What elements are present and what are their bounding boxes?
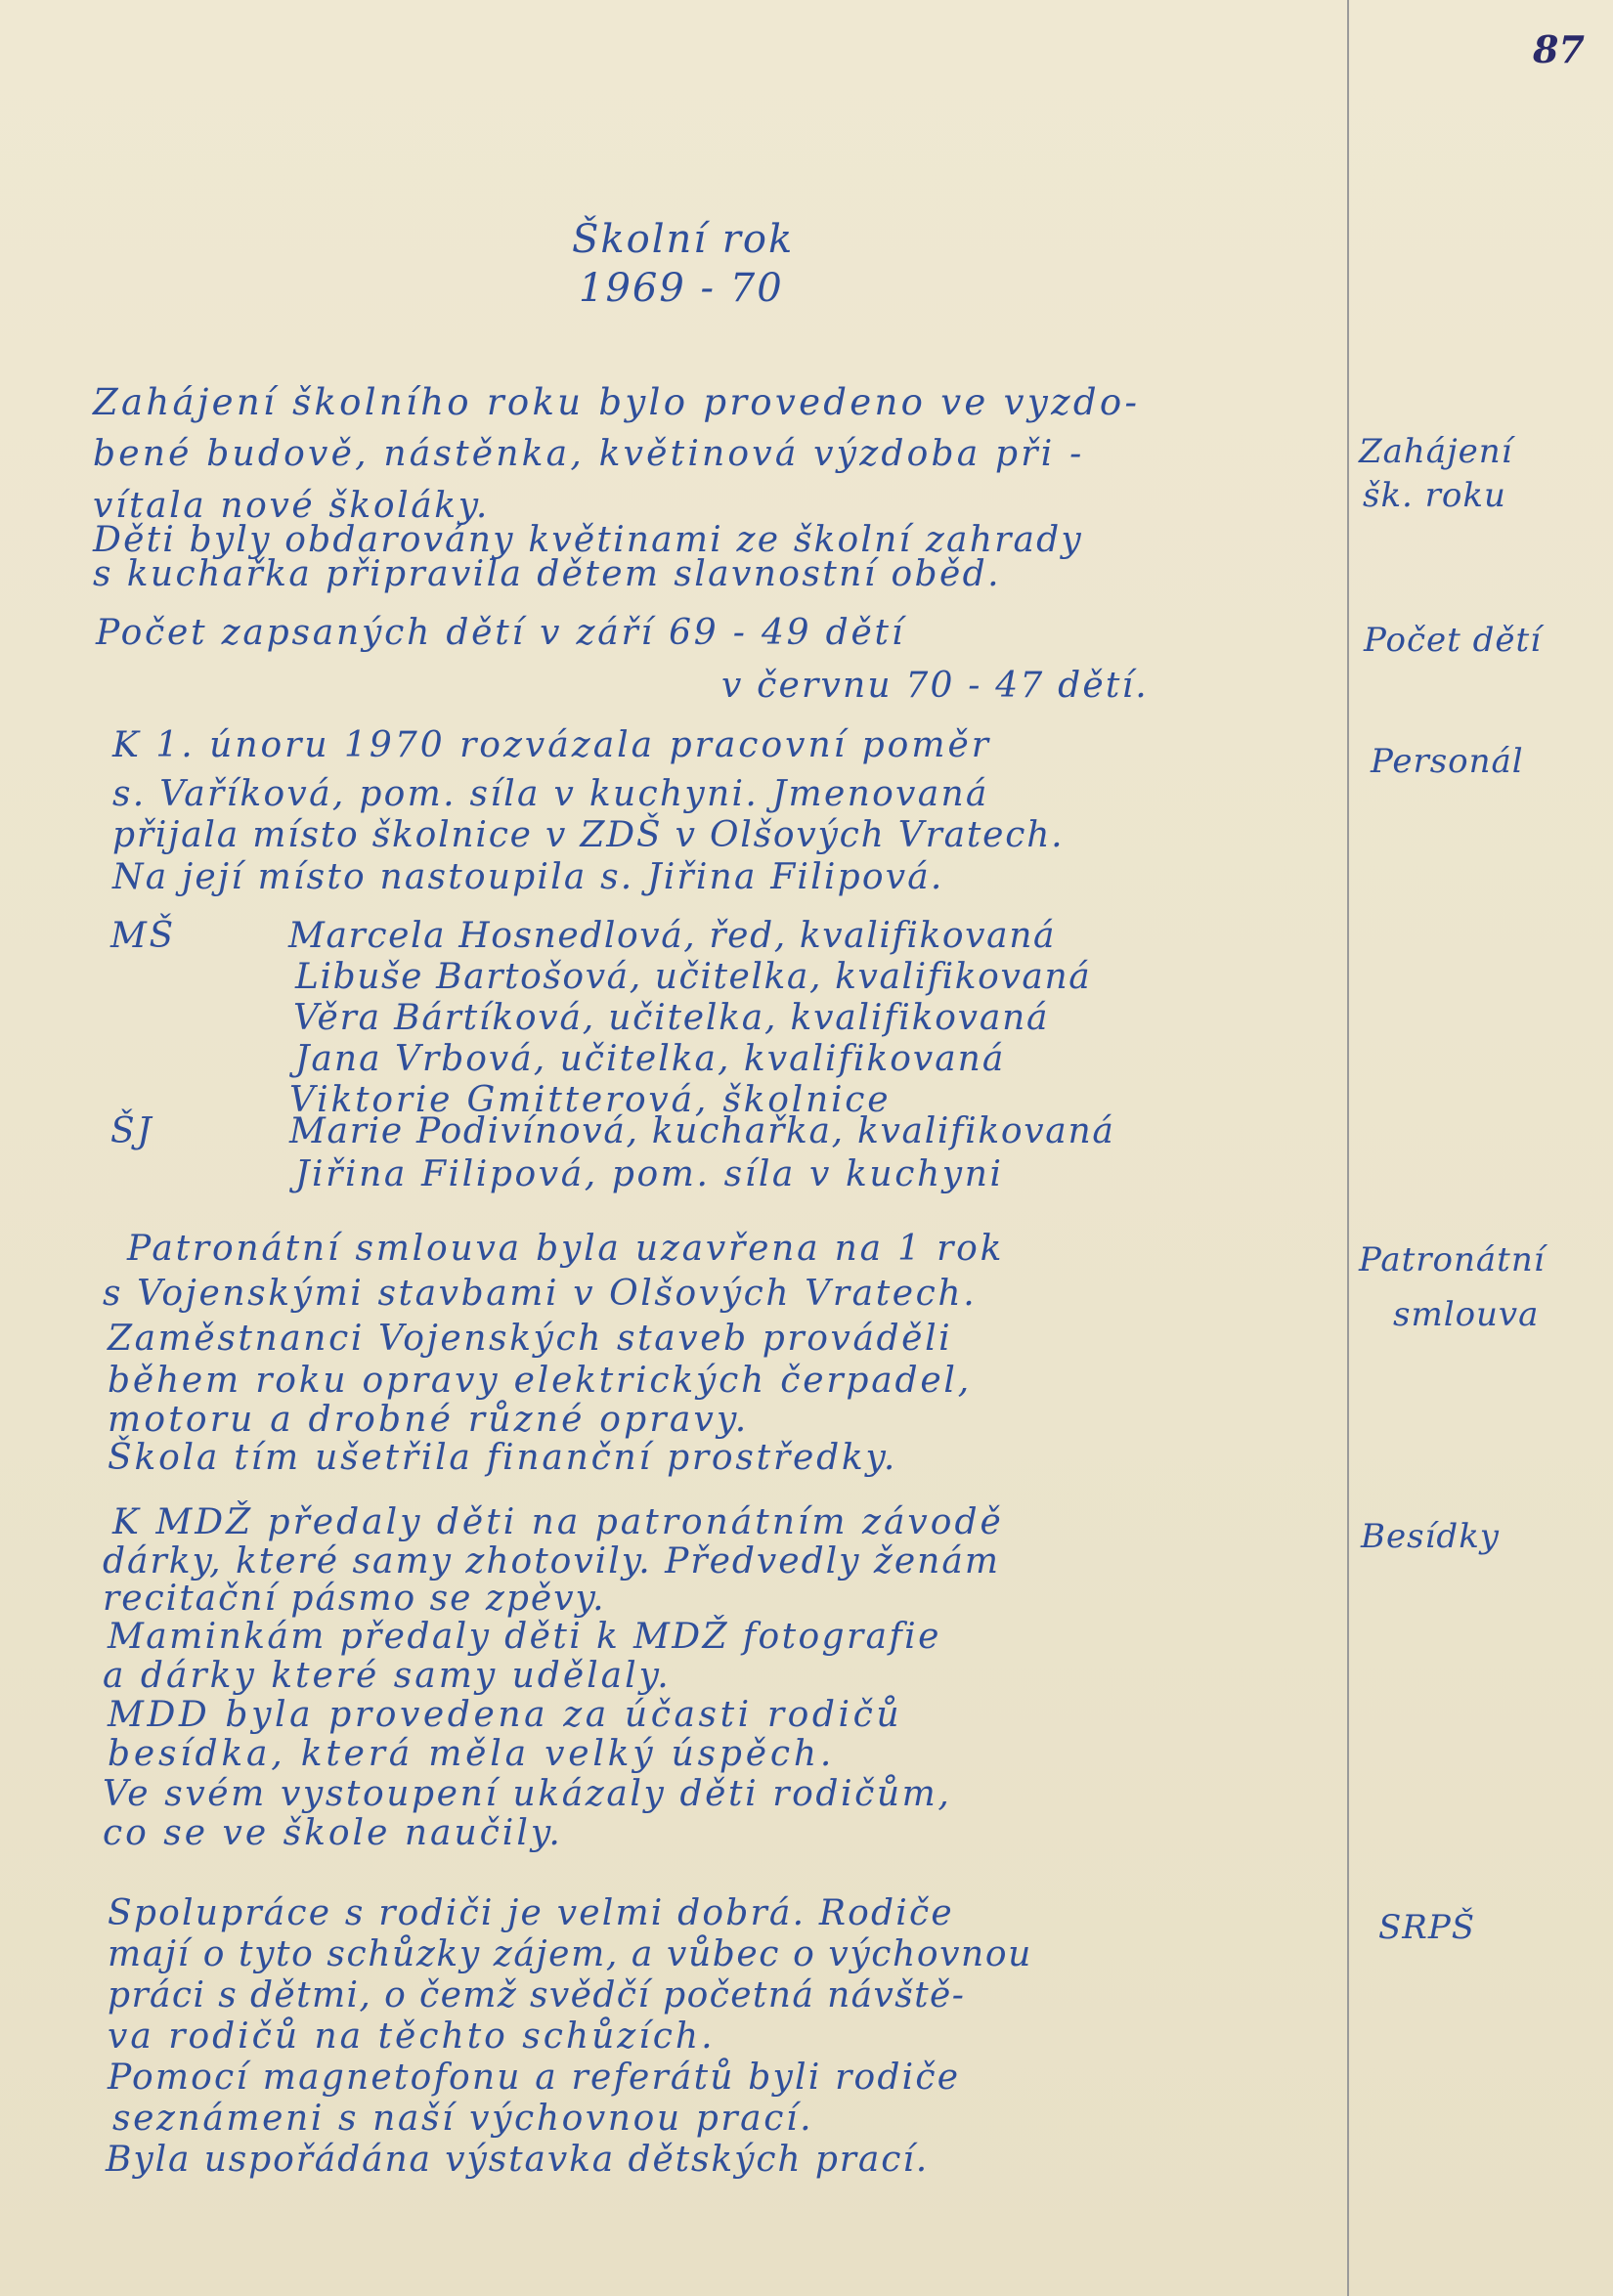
title-school-year: Školní rok: [572, 217, 795, 262]
text-line: co se ve škole naučily.: [103, 1813, 563, 1853]
text-line: besídka, která měla velký úspěch.: [108, 1734, 836, 1774]
side-label: Zahájení: [1359, 432, 1513, 471]
text-line: va rodičů na těchto schůzích.: [108, 2016, 716, 2057]
side-label: Personál: [1371, 742, 1524, 781]
text-line: s Vojenskými stavbami v Olšových Vratech.: [103, 1274, 978, 1314]
text-line: Zaměstnanci Vojenských staveb prováděli: [108, 1319, 953, 1359]
text-line: během roku opravy elektrických čerpadel,: [108, 1361, 972, 1401]
text-line: Maminkám předaly děti k MDŽ fotografie: [108, 1617, 941, 1657]
text-line: Zahájení školního roku bylo provedeno ve vyzdo-: [93, 381, 1141, 423]
text-line: práci s dětmi, o čemž svědčí početná návště-: [108, 1975, 966, 2015]
staff-group-label: ŠJ: [110, 1111, 154, 1151]
text-line: dárky, které samy zhotovily. Předvedly ženám: [103, 1541, 1000, 1581]
staff-entry: Viktorie Gmitterová, školnice: [289, 1080, 892, 1120]
staff-entry: Jana Vrbová, učitelka, kvalifikovaná: [295, 1039, 1006, 1079]
side-label: Patronátní: [1359, 1240, 1546, 1279]
staff-entry: Věra Bártíková, učitelka, kvalifikovaná: [293, 998, 1050, 1038]
text-line: K 1. únoru 1970 rozvázala pracovní poměr: [112, 725, 991, 765]
page-number: 87: [1533, 27, 1585, 71]
text-line: Děti byly obdarovány květinami ze školní zahrady: [93, 520, 1083, 560]
staff-entry: Marcela Hosnedlová, řed, kvalifikovaná: [288, 916, 1057, 956]
side-label: smlouva: [1393, 1295, 1540, 1334]
text-line: bené budově, nástěnka, květinová výzdoba při -: [93, 434, 1085, 474]
text-line: Patronátní smlouva byla uzavřena na 1 rok: [127, 1229, 1005, 1269]
title-years: 1969 - 70: [579, 266, 784, 311]
text-line: Počet zapsaných dětí v září 69 - 49 dětí: [96, 613, 906, 653]
text-line: K MDŽ předaly děti na patronátním závodě: [112, 1502, 1004, 1542]
side-label: Počet dětí: [1364, 621, 1543, 660]
text-line: Na její místo nastoupila s. Jiřina Filipová.: [112, 857, 944, 897]
text-line: s. Vaříková, pom. síla v kuchyni. Jmenovaná: [112, 774, 989, 814]
side-label: Besídky: [1361, 1517, 1501, 1556]
text-line: Ve svém vystoupení ukázaly děti rodičům,: [103, 1774, 952, 1814]
staff-entry: Libuše Bartošová, učitelka, kvalifikovaná: [295, 957, 1092, 997]
text-line: v červnu 70 - 47 dětí.: [721, 666, 1149, 706]
text-line: Škola tím ušetřila finanční prostředky.: [108, 1438, 898, 1478]
text-line: vítala nové školáky.: [93, 486, 490, 526]
text-line: MDD byla provedena za účasti rodičů: [108, 1695, 903, 1735]
staff-entry: Jiřina Filipová, pom. síla v kuchyni: [295, 1154, 1004, 1194]
text-line: Pomocí magnetofonu a referátů byli rodiče: [108, 2058, 961, 2098]
side-label: šk. roku: [1363, 476, 1506, 515]
text-line: Byla uspořádána výstavka dětských prací.: [106, 2140, 930, 2180]
text-line: Spolupráce s rodiči je velmi dobrá. Rodiče: [108, 1893, 954, 1933]
side-label: SRPŠ: [1378, 1908, 1476, 1947]
text-line: seznámeni s naší výchovnou prací.: [112, 2099, 814, 2139]
staff-group-label: MŠ: [110, 916, 176, 956]
text-line: mají o tyto schůzky zájem, a vůbec o výchovnou: [108, 1934, 1032, 1974]
text-line: motoru a drobné různé opravy.: [108, 1400, 750, 1440]
text-line: s kuchařka připravila dětem slavnostní oběd.: [93, 554, 1001, 594]
text-line: recitační pásmo se zpěvy.: [103, 1579, 606, 1619]
text-line: přijala místo školnice v ZDŠ v Olšových Vratech.: [112, 815, 1065, 855]
staff-entry: Marie Podivínová, kuchařka, kvalifikovaná: [289, 1111, 1115, 1151]
margin-rule: [1347, 0, 1349, 2296]
text-line: a dárky které samy udělaly.: [103, 1656, 672, 1696]
